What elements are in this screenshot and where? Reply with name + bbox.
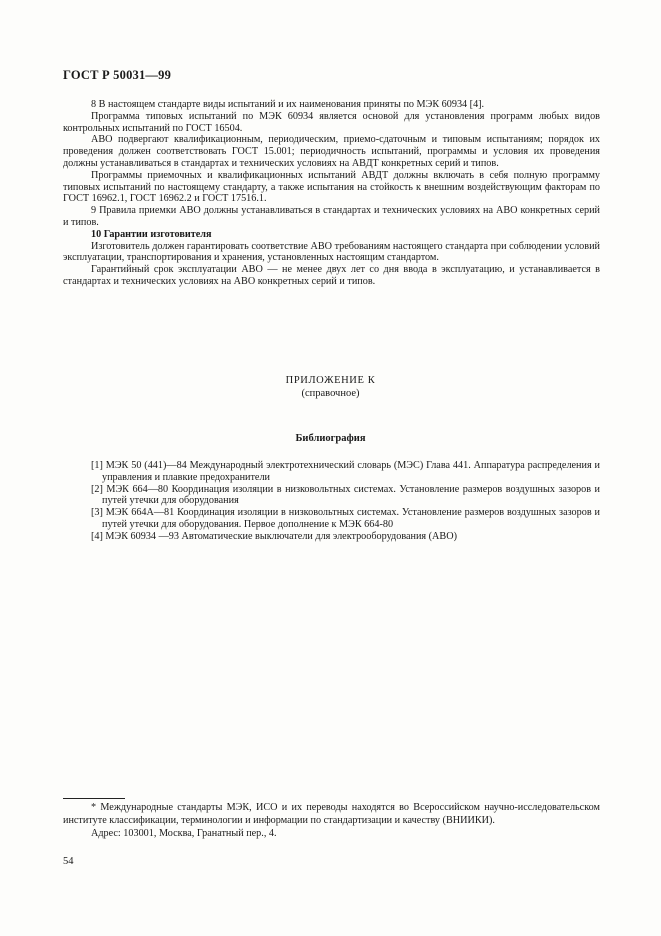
standard-code-header: ГОСТ Р 50031—99	[63, 68, 172, 82]
footnote-divider	[63, 798, 125, 799]
footnote	[63, 802, 600, 840]
footnote-address: Адрес: 103001, Москва, Гранатный пер., 4.	[91, 827, 277, 839]
appendix-title: ПРИЛОЖЕНИЕ К	[285, 375, 376, 386]
main-text-block	[63, 99, 600, 288]
bibliography-entry: [4] МЭК 60934 —93 Автоматические выключатели для электрооборудования (АВО)	[91, 530, 457, 542]
paragraph: АВО подвергают квалификационным, периодическим, приемо-сдаточным и типовым испытаниям; порядок их проведения должен соответствовать ГОСТ 15.001; периодичность испытаний, программы и условия их проведения должны устанавливаться в стандартах и технических условиях на АВДТ конкретных серий и типов.	[63, 134, 600, 169]
appendix-subtitle: (справочное)	[301, 388, 360, 399]
footnote-text: * Международные стандарты МЭК, ИСО и их переводы находятся во Всероссийском научно-исследовательском институте классификации, терминологии и информации по стандартизации и качеству (ВНИИКИ).	[63, 802, 600, 826]
bibliography-heading: Библиография	[295, 433, 366, 444]
page-number: 54	[63, 856, 74, 867]
paragraph: Программа типовых испытаний по МЭК 60934 является основой для установления программ любых видов контрольных испытаний по ГОСТ 16504.	[63, 110, 600, 134]
bibliography-entry: [1] МЭК 50 (441)—84 Международный электротехнический словарь (МЭС) Глава 441. Аппаратура распределения и управления и плавкие предохранители	[91, 460, 600, 483]
appendix-heading	[0, 374, 661, 400]
paragraph: Программы приемочных и квалификационных испытаний АВДТ должны включать в себя полную программу типовых испытаний по настоящему стандарту, а также испытания на стойкость к внешним воздействующим факторам по ГОСТ 16962.1, ГОСТ 16962.2 и ГОСТ 17516.1.	[63, 169, 600, 205]
paragraph: Гарантийный срок эксплуатации АВО — не менее двух лет со дня ввода в эксплуатацию, и устанавливается в стандартах и технических условиях на АВО конкретных серий и типов.	[63, 264, 600, 287]
paragraph: 9 Правила приемки АВО должны устанавливаться в стандартах и технических условиях на АВО конкретных серий и типов.	[63, 205, 600, 228]
section-title: 10 Гарантии изготовителя	[91, 228, 212, 240]
bibliography-entry: [3] МЭК 664А—81 Координация изоляции в низковольтных системах. Установление размеров воздушных зазоров и путей утечки для оборудования. Первое дополнение к МЭК 664-80	[91, 507, 600, 530]
bibliography-list	[91, 460, 600, 543]
paragraph: 8 В настоящем стандарте виды испытаний и их наименования приняты по МЭК 60934 [4].	[91, 99, 485, 110]
bibliography-entry: [2] МЭК 664—80 Координация изоляции в низковольтных системах. Установление размеров воздушных зазоров и путей утечки для оборудования	[91, 483, 600, 507]
paragraph: Изготовитель должен гарантировать соответствие АВО требованиям настоящего стандарта при соблюдении условий эксплуатации, транспортирования и хранения, установленных настоящим стандартом.	[63, 240, 600, 264]
